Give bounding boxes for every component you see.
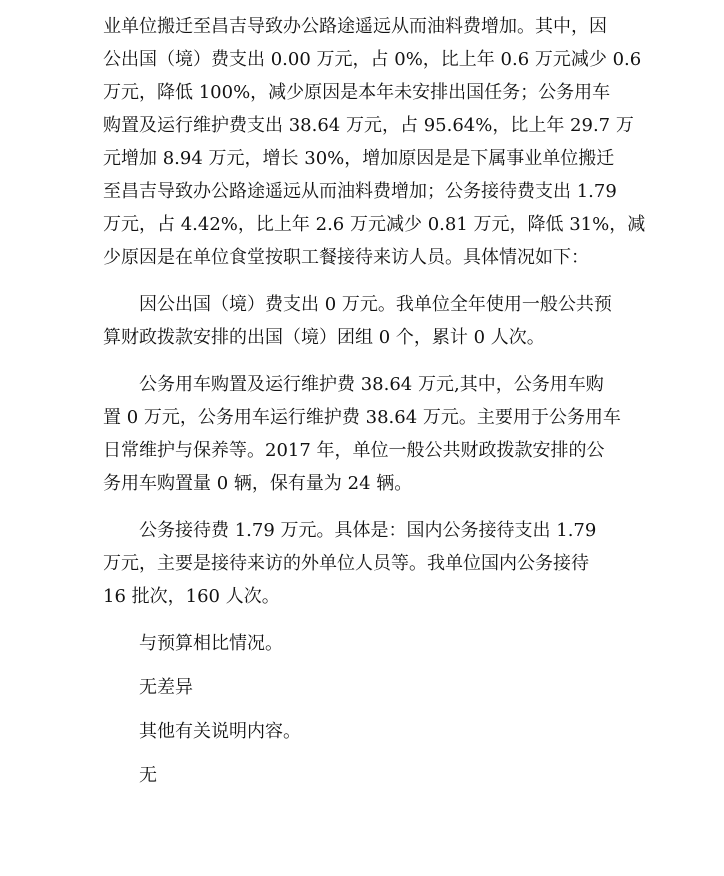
section-value-none: 无 — [139, 765, 157, 786]
paragraph-reception — [103, 514, 633, 613]
short-sections — [103, 622, 633, 798]
text-line: 算财政拨款安排的出国（境）团组 0 个，累计 0 人次。 — [103, 327, 545, 348]
text-line: 至昌吉导致办公路途遥远从而油料费增加；公务接待费支出 1.79 — [103, 181, 617, 202]
text-line: 公务接待费 1.79 万元。具体是：国内公务接待支出 1.79 — [139, 520, 597, 541]
text-line: 公出国（境）费支出 0.00 万元，占 0%，比上年 0.6 万元减少 0.6 — [103, 49, 642, 70]
text-line: 公务用车购置及运行维护费 38.64 万元,其中，公务用车购 — [139, 374, 604, 395]
paragraph-official-vehicles — [103, 368, 633, 500]
paragraph-outbound-travel — [103, 288, 633, 354]
text-line: 务用车购置量 0 辆，保有量为 24 辆。 — [103, 473, 413, 494]
text-line: 元增加 8.94 万元，增长 30%，增加原因是是下属事业单位搬迁 — [103, 148, 615, 169]
section-value-no-difference: 无差异 — [139, 677, 193, 698]
text-line: 少原因是在单位食堂按职工餐接待来访人员。具体情况如下： — [103, 247, 589, 268]
text-line: 购置及运行维护费支出 38.64 万元，占 95.64%，比上年 29.7 万 — [103, 115, 634, 136]
section-heading-budget-comparison: 与预算相比情况。 — [139, 633, 283, 654]
text-line: 万元，占 4.42%，比上年 2.6 万元减少 0.81 万元，降低 31%，减 — [103, 214, 646, 235]
text-line: 置 0 万元，公务用车运行维护费 38.64 万元。主要用于公务用车 — [103, 407, 621, 428]
document-page — [103, 10, 646, 798]
section-heading-other-notes: 其他有关说明内容。 — [139, 721, 301, 742]
text-line: 16 批次，160 人次。 — [103, 586, 280, 607]
paragraph-continuation — [103, 10, 646, 274]
text-line: 日常维护与保养等。2017 年，单位一般公共财政拨款安排的公 — [103, 440, 605, 461]
text-line: 因公出国（境）费支出 0 万元。我单位全年使用一般公共预 — [139, 294, 612, 315]
text-line: 万元，主要是接待来访的外单位人员等。我单位国内公务接待 — [103, 553, 589, 574]
text-line: 业单位搬迁至昌吉导致办公路途遥远从而油料费增加。其中，因 — [103, 16, 607, 37]
text-line: 万元，降低 100%，减少原因是本年未安排出国任务；公务用车 — [103, 82, 611, 103]
